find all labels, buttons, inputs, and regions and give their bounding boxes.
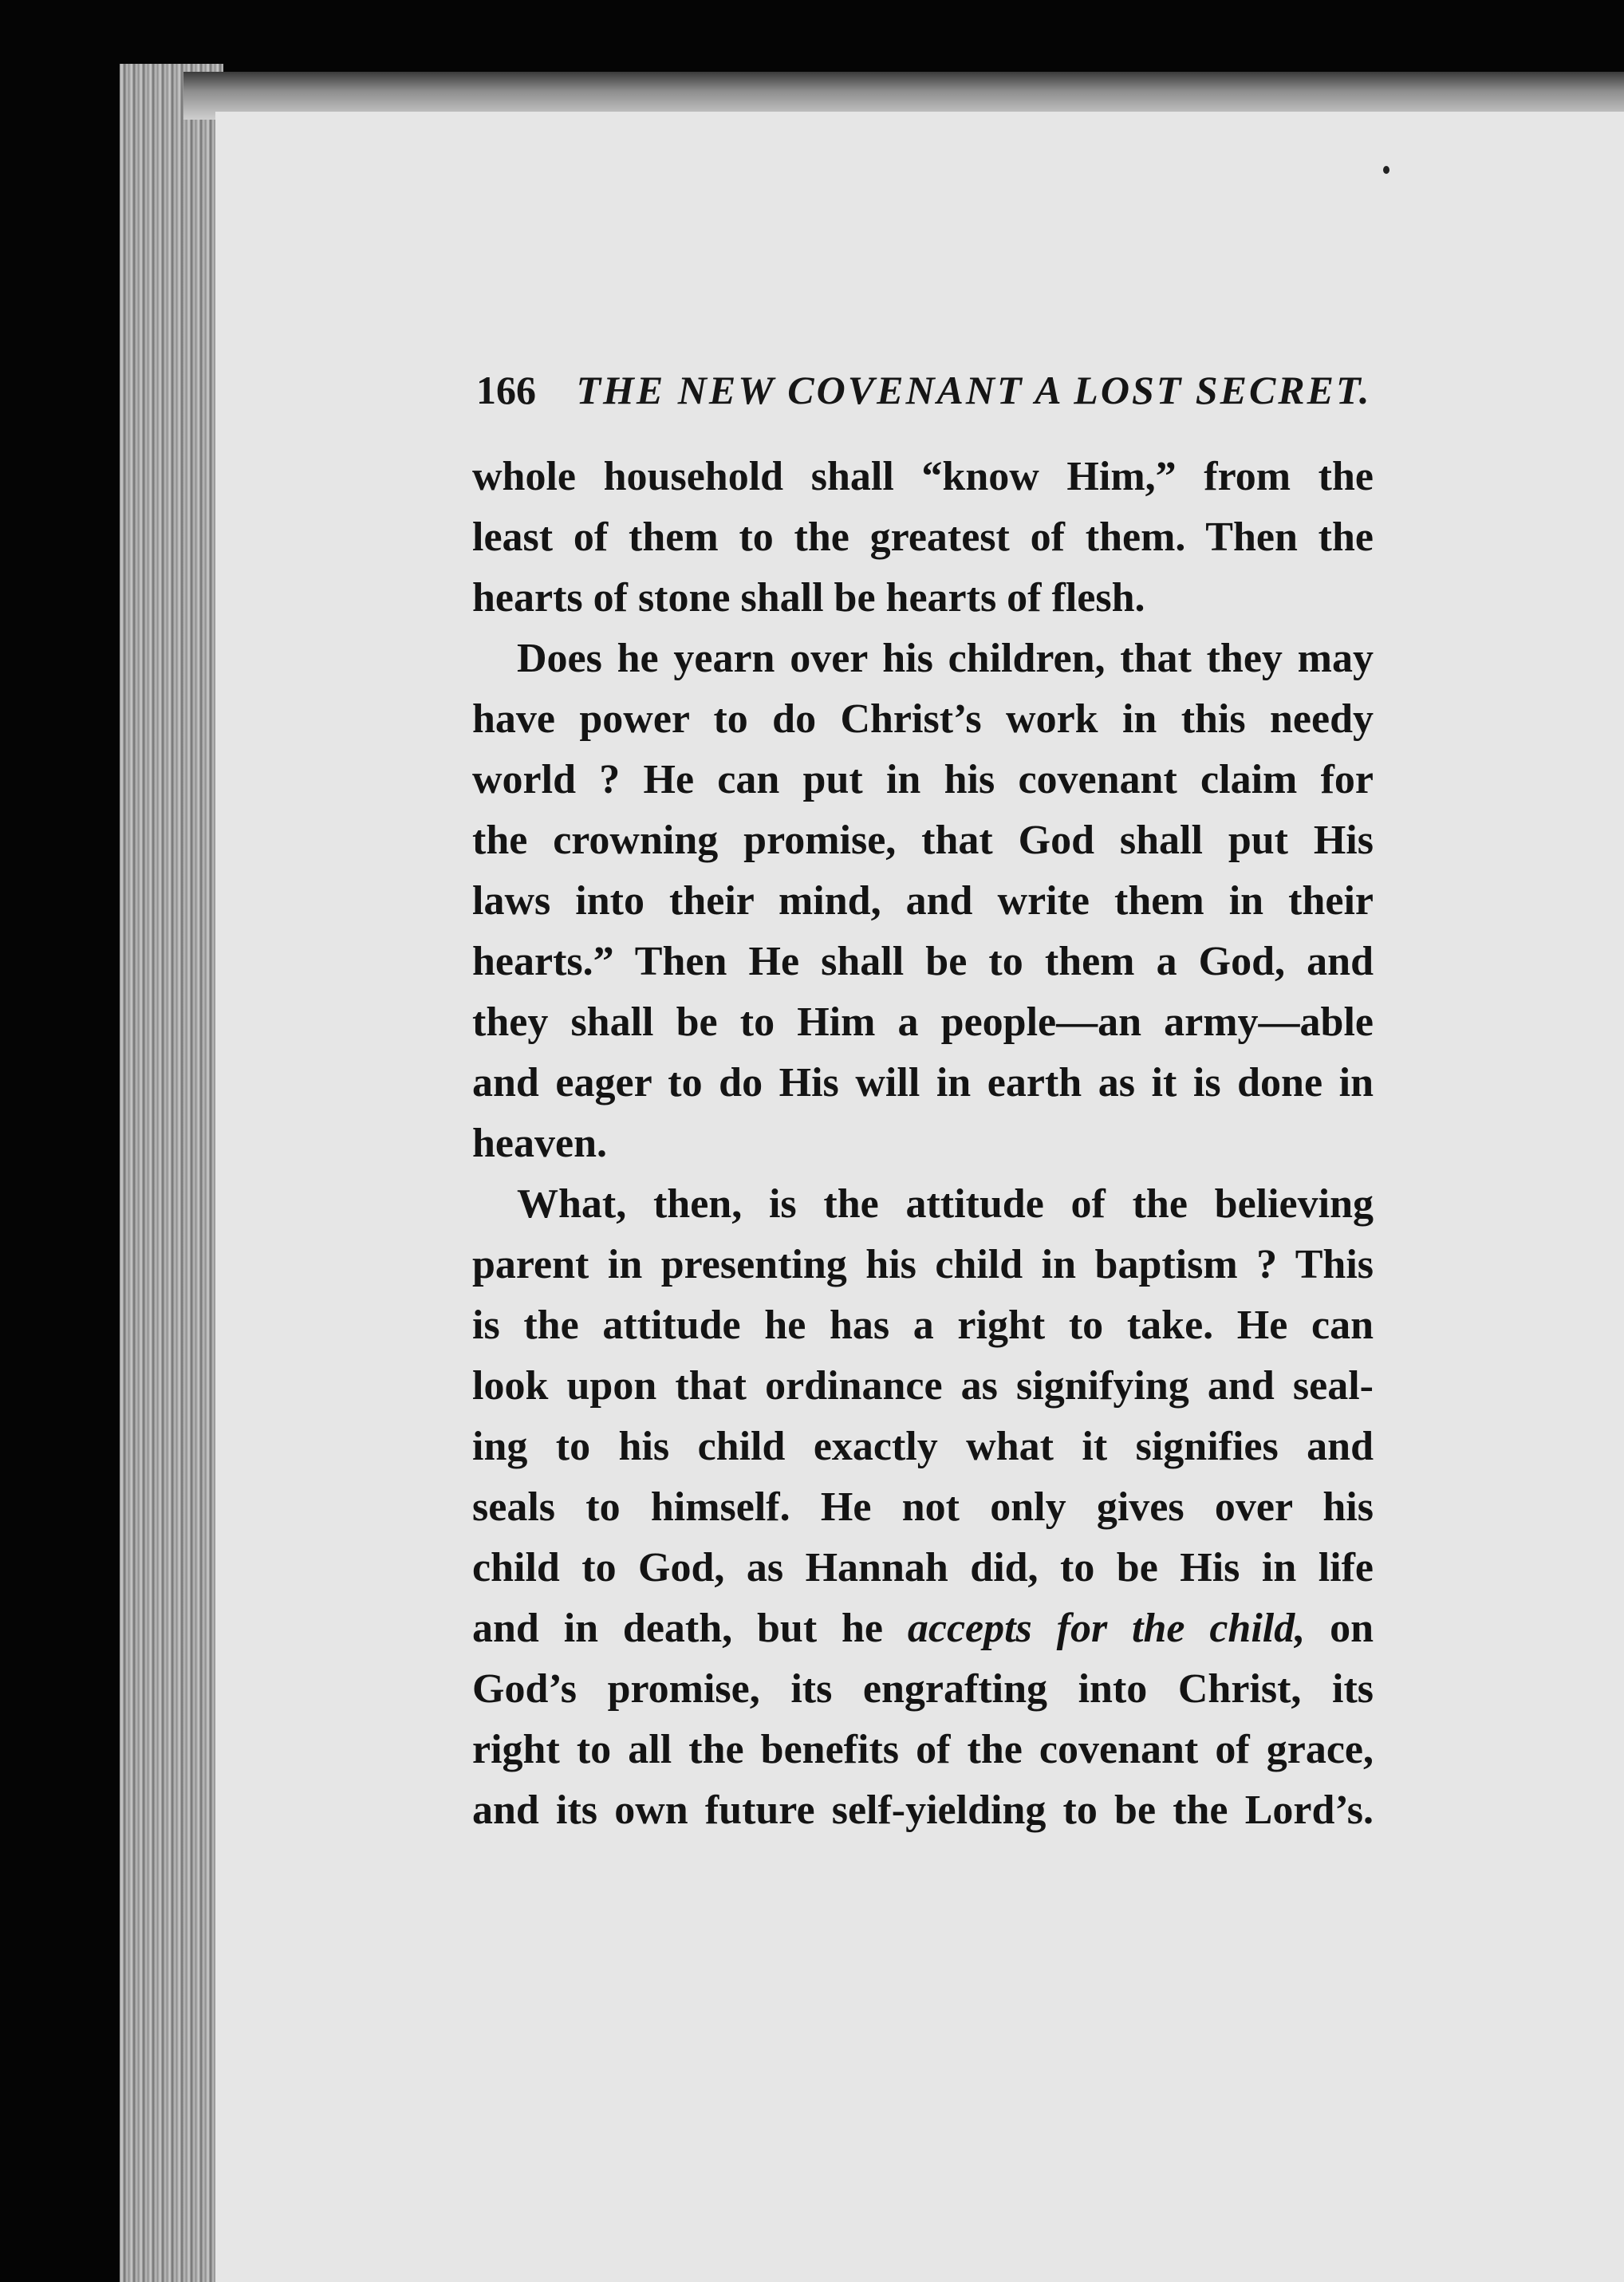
text-line: God’s promise, its engrafting into Christ, its	[472, 1666, 1374, 1712]
text-line: hearts of stone shall be hearts of flesh.	[472, 575, 1145, 621]
text-line: parent in presenting his child in baptism ? This	[472, 1242, 1374, 1287]
text-line: laws into their mind, and write them in their	[472, 878, 1374, 924]
body-text	[472, 447, 1374, 1841]
text-line: Does he yearn over his children, that they may	[517, 636, 1374, 681]
text-line: hearts.” Then He shall be to them a God, and	[472, 939, 1374, 984]
running-title: THE NEW COVENANT A LOST SECRET.	[576, 368, 1372, 412]
text-line-mixed	[472, 1598, 1374, 1659]
page-number: 166	[476, 368, 536, 412]
text-line: and eager to do His will in earth as it is done in	[472, 1060, 1374, 1106]
paragraph-3	[472, 1174, 1374, 1841]
text-line: world ? He can put in his covenant claim for	[472, 757, 1374, 802]
speck	[1383, 166, 1389, 174]
text-line: What, then, is the attitude of the believing	[517, 1181, 1374, 1227]
text-line: they shall be to Him a people—an army—able	[472, 999, 1374, 1045]
text-line: heaven.	[472, 1121, 607, 1166]
text-line: and its own future self-yielding to be the Lord’s.	[472, 1787, 1374, 1833]
paragraph-2	[472, 629, 1374, 1174]
text-line: seals to himself. He not only gives over his	[472, 1484, 1374, 1530]
text-line: the crowning promise, that God shall put His	[472, 818, 1374, 863]
text-line: whole household shall “know Him,” from the	[472, 454, 1374, 499]
text-line: look upon that ordinance as signifying and seal-	[472, 1363, 1374, 1409]
paragraph-1	[472, 447, 1374, 629]
text-line: ing to his child exactly what it signifies and	[472, 1424, 1374, 1469]
text-run: on	[1305, 1606, 1374, 1651]
text-line: right to all the benefits of the covenant of grace,	[472, 1727, 1374, 1772]
italic-phrase: accepts for the child,	[907, 1606, 1306, 1651]
text-line: least of them to the greatest of them. Then the	[472, 514, 1374, 560]
text-line: have power to do Christ’s work in this needy	[472, 696, 1374, 742]
page-edges	[120, 64, 223, 2282]
text-run: and in death, but he	[472, 1606, 908, 1651]
page-header	[476, 367, 1370, 413]
text-line: is the attitude he has a right to take. He can	[472, 1303, 1374, 1348]
text-line: child to God, as Hannah did, to be His in life	[472, 1545, 1374, 1590]
